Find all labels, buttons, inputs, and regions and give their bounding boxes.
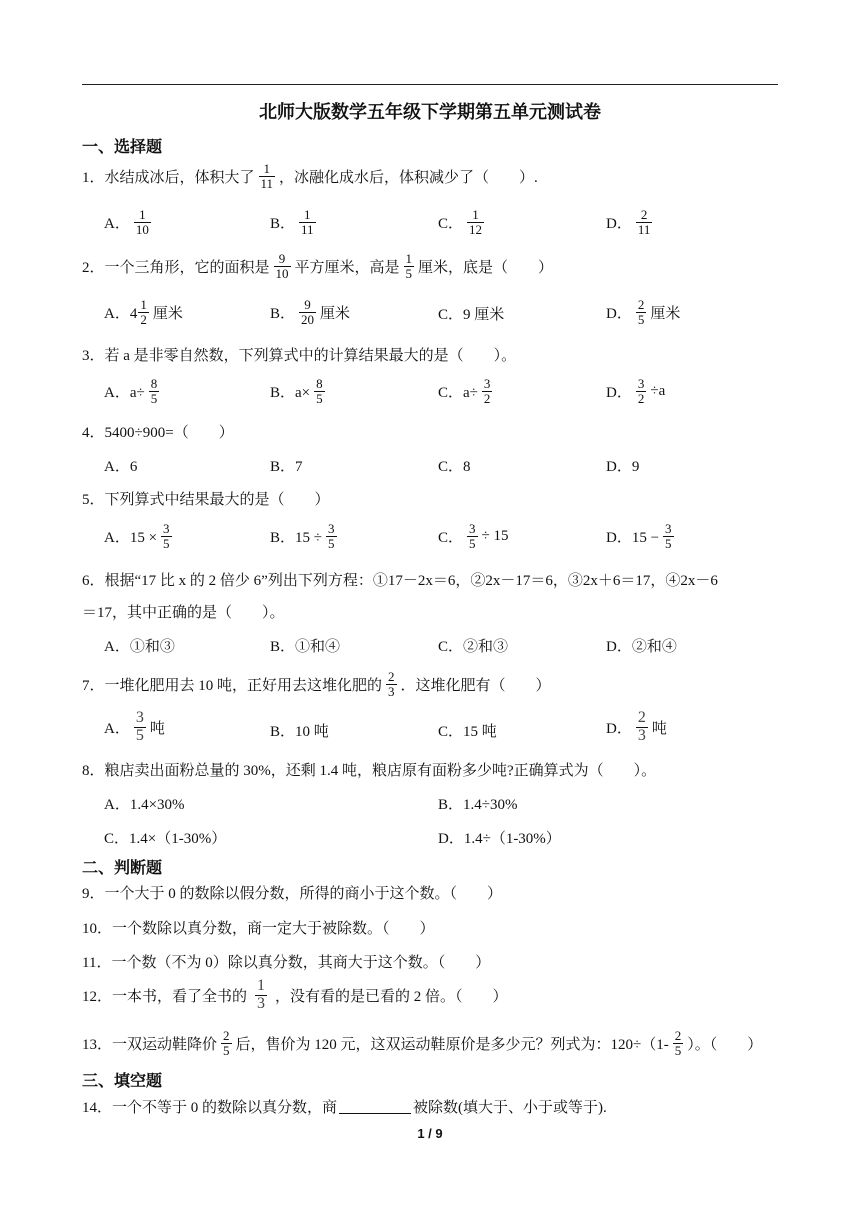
option-label: D． [606, 305, 632, 322]
denominator: 10 [275, 265, 289, 281]
option-d[interactable] [606, 298, 680, 326]
denominator: 5 [637, 311, 645, 327]
numerator: 9 [278, 251, 286, 266]
question-text: 被除数(填大于、小于或等于). [413, 1100, 607, 1116]
fraction [636, 377, 647, 405]
answer-blank[interactable] [339, 1099, 411, 1114]
option-label: C． [438, 529, 464, 546]
question-13 [82, 1029, 762, 1057]
fraction [673, 1029, 684, 1057]
header-rule [82, 84, 778, 85]
question-text: 13．一双运动鞋降价 [82, 1036, 218, 1053]
option-a[interactable] [104, 208, 155, 236]
option-b[interactable] [270, 522, 341, 550]
option-label: A．a÷ [104, 384, 145, 401]
option-b[interactable] [270, 377, 329, 405]
denominator: 3 [388, 683, 395, 699]
option-b[interactable]: B．7 [270, 459, 303, 475]
question-6-line-2: ＝17，其中正确的是（ ）。 [82, 605, 285, 621]
unit: ÷ 15 [481, 527, 509, 544]
denominator: 5 [665, 535, 672, 551]
numerator: 2 [637, 297, 645, 312]
numerator: 2 [674, 1028, 682, 1043]
option-a[interactable] [104, 710, 165, 745]
numerator: 2 [223, 1028, 230, 1043]
denominator: 12 [469, 221, 483, 237]
page-number: 1 / 9 [417, 1126, 443, 1141]
section-heading-fill: 三、填空题 [82, 1071, 163, 1090]
fraction [221, 1029, 232, 1057]
question-14 [82, 1096, 607, 1117]
option-d[interactable] [606, 710, 667, 745]
option-a[interactable]: A．1.4×30% [104, 797, 185, 813]
section-heading-choice: 一、选择题 [82, 137, 163, 156]
option-d[interactable]: D．②和④ [606, 639, 677, 655]
option-d[interactable] [606, 377, 665, 405]
numerator: 8 [316, 376, 323, 391]
numerator: 3 [637, 376, 645, 391]
option-d[interactable]: D．9 [606, 459, 640, 475]
numerator: 9 [304, 297, 311, 312]
denominator: 5 [674, 1042, 682, 1058]
denominator: 5 [163, 535, 170, 551]
option-label: D． [606, 384, 632, 401]
question-10: 10．一个数除以真分数，商一定大于被除数。（ ） [82, 921, 435, 937]
option-label: D． [606, 720, 632, 737]
option-c[interactable]: C．15 吨 [438, 724, 497, 740]
numerator: 1 [140, 297, 147, 312]
option-d[interactable] [606, 522, 678, 550]
fraction [663, 522, 674, 550]
option-c[interactable] [438, 303, 504, 324]
question-7 [82, 670, 551, 698]
option-b[interactable]: B．10 吨 [270, 724, 329, 740]
question-text: 厘米，底是（ ） [418, 259, 554, 276]
option-label: B．a× [270, 384, 311, 401]
fraction [404, 252, 415, 280]
option-b[interactable]: B．1.4÷30% [438, 797, 518, 813]
question-text: 1．水结成冰后，体积大了 [82, 169, 255, 186]
question-9: 9．一个大于 0 的数除以假分数，所得的商小于这个数。（ ） [82, 886, 503, 902]
fraction [636, 710, 648, 745]
page-title: 北师大版数学五年级下学期第五单元测试卷 [259, 102, 601, 123]
option-c[interactable] [438, 377, 496, 405]
option-b[interactable] [270, 208, 320, 236]
numerator: 3 [483, 376, 491, 391]
denominator: 10 [135, 221, 149, 237]
numerator: 8 [150, 376, 158, 391]
denominator: 20 [301, 311, 315, 327]
denominator: 5 [316, 390, 323, 406]
unit: 厘米 [650, 305, 681, 322]
fraction [255, 978, 267, 1013]
question-text: 7．一堆化肥用去 10 吨，正好用去这堆化肥的 [82, 677, 383, 694]
section-heading-judgement: 二、判断题 [82, 858, 163, 877]
fraction [138, 298, 149, 326]
option-label: B． [270, 305, 296, 322]
option-a[interactable] [104, 522, 176, 550]
option-c[interactable]: C．8 [438, 459, 471, 475]
option-a[interactable]: A．①和③ [104, 639, 175, 655]
denominator: 5 [469, 535, 476, 551]
unit: 厘米 [320, 305, 351, 322]
denominator: 5 [405, 265, 413, 281]
numerator: 1 [304, 207, 311, 222]
option-b[interactable]: B．①和④ [270, 639, 341, 655]
denominator: 3 [637, 726, 646, 744]
option-label: C． [438, 215, 464, 232]
numerator: 2 [640, 207, 648, 222]
option-label: A． [104, 720, 130, 737]
option-label: D．15 − [606, 529, 660, 546]
numerator: 1 [139, 207, 146, 222]
fraction [326, 522, 337, 550]
fraction [134, 710, 146, 745]
fraction [636, 208, 653, 236]
question-12 [82, 978, 508, 1013]
option-a[interactable] [104, 377, 163, 405]
option-label: A．15 × [104, 529, 158, 546]
unit: 厘米 [152, 305, 183, 322]
question-3: 3．若 a 是非零自然数，下列算式中的计算结果最大的是（ ）。 [82, 348, 517, 364]
option-b[interactable] [270, 298, 350, 326]
option-a[interactable] [104, 298, 183, 326]
question-text: 平方厘米，高是 [294, 259, 400, 276]
option-label: C．a÷ [438, 384, 478, 401]
question-4: 4．5400÷900=（ ） [82, 425, 234, 441]
question-8: 8．粮店卖出面粉总量的 30%，还剩 1.4 吨，粮店原有面粉多少吨?正确算式为（ ）。 [82, 763, 657, 779]
fraction [314, 377, 325, 405]
option-label: A． [104, 215, 130, 232]
denominator: 11 [301, 221, 314, 237]
fraction [467, 522, 478, 550]
question-5: 5．下列算式中结果最大的是（ ） [82, 492, 330, 508]
denominator: 11 [637, 221, 651, 237]
question-6-line-1: 6．根据“17 比 x 的 2 倍少 6”列出下列方程：①17－2x＝6，②2x－17＝6，③2x＋6＝17，④2x－6 [82, 573, 718, 589]
numerator: 1 [257, 977, 266, 994]
option-c[interactable]: C．②和③ [438, 639, 509, 655]
fraction [467, 208, 484, 236]
fraction [149, 377, 160, 405]
numerator: 3 [665, 521, 672, 536]
numerator: 1 [405, 251, 413, 266]
denominator: 2 [140, 311, 147, 327]
unit: 吨 [651, 720, 667, 737]
question-2 [82, 252, 553, 280]
fraction [134, 208, 151, 236]
question-11: 11．一个数（不为 0）除以真分数，其商大于这个数。（ ） [82, 955, 491, 971]
option-label: B．15 ÷ [270, 529, 322, 546]
option-c[interactable]: C．1.4×（1-30%） [104, 831, 227, 847]
question-text: ．这堆化肥有（ ） [400, 677, 551, 694]
fraction [636, 298, 647, 326]
option-c[interactable] [438, 208, 488, 236]
denominator: 11 [260, 175, 274, 191]
denominator: 2 [637, 390, 645, 406]
fraction [161, 522, 172, 550]
question-text: 后，售价为 120 元，这双运动鞋原价是多少元？列式为：120÷（1- [235, 1036, 669, 1053]
fraction [299, 208, 316, 236]
question-text: ）。（ ） [687, 1036, 763, 1053]
numerator: 3 [328, 521, 335, 536]
unit: 吨 [149, 720, 165, 737]
fraction [482, 377, 493, 405]
question-text: ，冰融化成水后，体积减少了（ ）. [279, 169, 538, 186]
denominator: 5 [328, 535, 335, 551]
denominator: 3 [257, 994, 266, 1012]
option-c[interactable] [438, 522, 509, 550]
option-label: A．4 [104, 305, 138, 322]
question-text: 2．一个三角形，它的面积是 [82, 259, 270, 276]
fraction [386, 670, 397, 698]
numerator: 2 [388, 669, 395, 684]
denominator: 5 [223, 1042, 230, 1058]
question-text: 12．一本书，看了全书的 [82, 988, 248, 1005]
fraction [259, 162, 276, 190]
option-label: C．9 厘米 [438, 307, 505, 323]
option-label: B． [270, 215, 296, 232]
option-d[interactable] [606, 208, 656, 236]
option-label: D． [606, 215, 632, 232]
unit: ÷a [650, 382, 666, 399]
denominator: 5 [150, 390, 158, 406]
option-d[interactable]: D．1.4÷（1-30%） [438, 831, 561, 847]
denominator: 2 [483, 390, 491, 406]
question-text: ，没有看的是已看的 2 倍。（ ） [275, 988, 508, 1005]
numerator: 3 [469, 521, 476, 536]
numerator: 3 [135, 709, 144, 726]
option-a[interactable]: A．6 [104, 459, 138, 475]
denominator: 5 [135, 726, 144, 744]
fraction [274, 252, 291, 280]
fraction [299, 298, 316, 326]
question-1 [82, 162, 538, 190]
question-text: 14．一个不等于 0 的数除以真分数，商 [82, 1100, 338, 1116]
numerator: 1 [472, 207, 479, 222]
numerator: 1 [263, 161, 271, 176]
numerator: 3 [163, 521, 170, 536]
numerator: 2 [637, 709, 646, 726]
